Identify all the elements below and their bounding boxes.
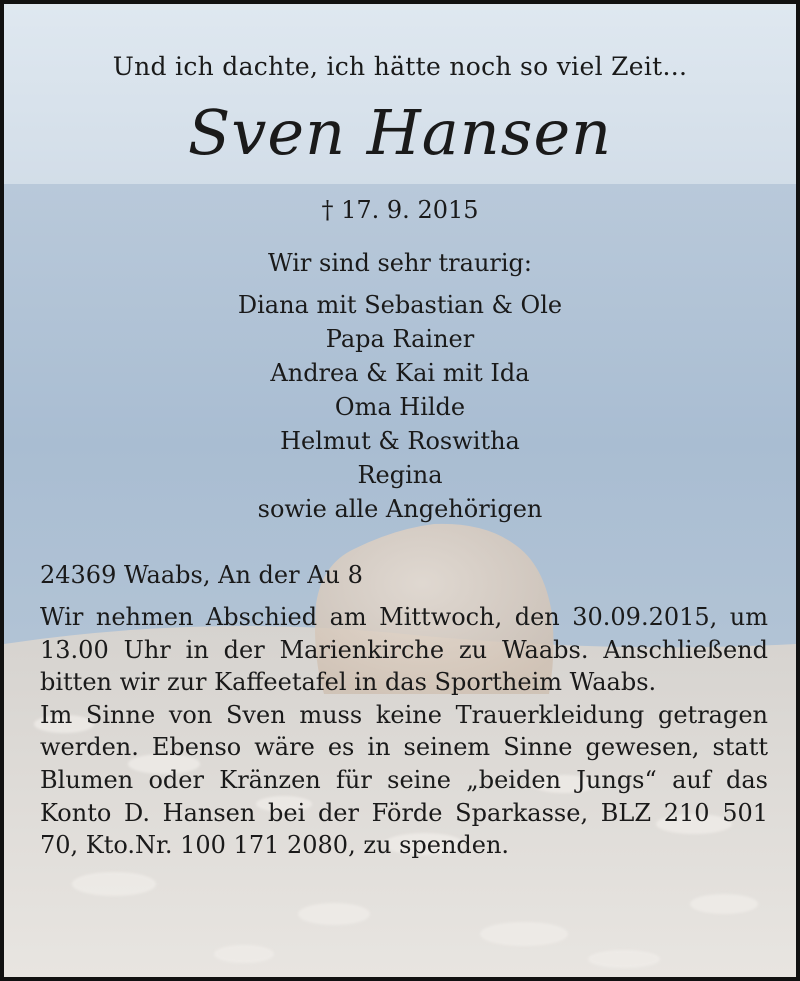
death-date: † 17. 9. 2015 — [321, 196, 479, 224]
donation-paragraph: Im Sinne von Sven muss keine Trauerkleidung getragen werden. Ebenso wäre es in seinem Sinne gewesen, statt Blumen oder Kränzen für seine „beiden Jungs“ auf das Konto D. Hansen bei der Förde Sparkasse, BLZ 210 501 70, Kto.Nr. 100 171 2080, zu spenden. — [40, 700, 768, 860]
funeral-details — [40, 601, 768, 862]
family-address: 24369 Waabs, An der Au 8 — [40, 561, 363, 589]
motto-line: Und ich dachte, ich hätte noch so viel Zeit... — [112, 52, 688, 81]
deceased-name: Sven Hansen — [187, 96, 613, 169]
mourner-entry: Andrea & Kai mit Ida — [270, 359, 530, 387]
mourner-entry: Papa Rainer — [325, 325, 475, 353]
mourners-intro: Wir sind sehr traurig: — [267, 249, 533, 277]
mourner-entry: Helmut & Roswitha — [280, 427, 520, 455]
mourner-entry: sowie alle Angehörigen — [257, 495, 543, 523]
mourner-entry: Diana mit Sebastian & Ole — [237, 291, 563, 319]
mourners-list — [4, 288, 796, 526]
ceremony-paragraph: Wir nehmen Abschied am Mittwoch, den 30.09.2015, um 13.00 Uhr in der Marienkirche zu Waabs. Anschließend bitten wir zur Kaffeetafel in das Sportheim Waabs. — [40, 603, 768, 697]
mourner-entry: Oma Hilde — [334, 393, 466, 421]
mourner-entry: Regina — [357, 461, 443, 489]
